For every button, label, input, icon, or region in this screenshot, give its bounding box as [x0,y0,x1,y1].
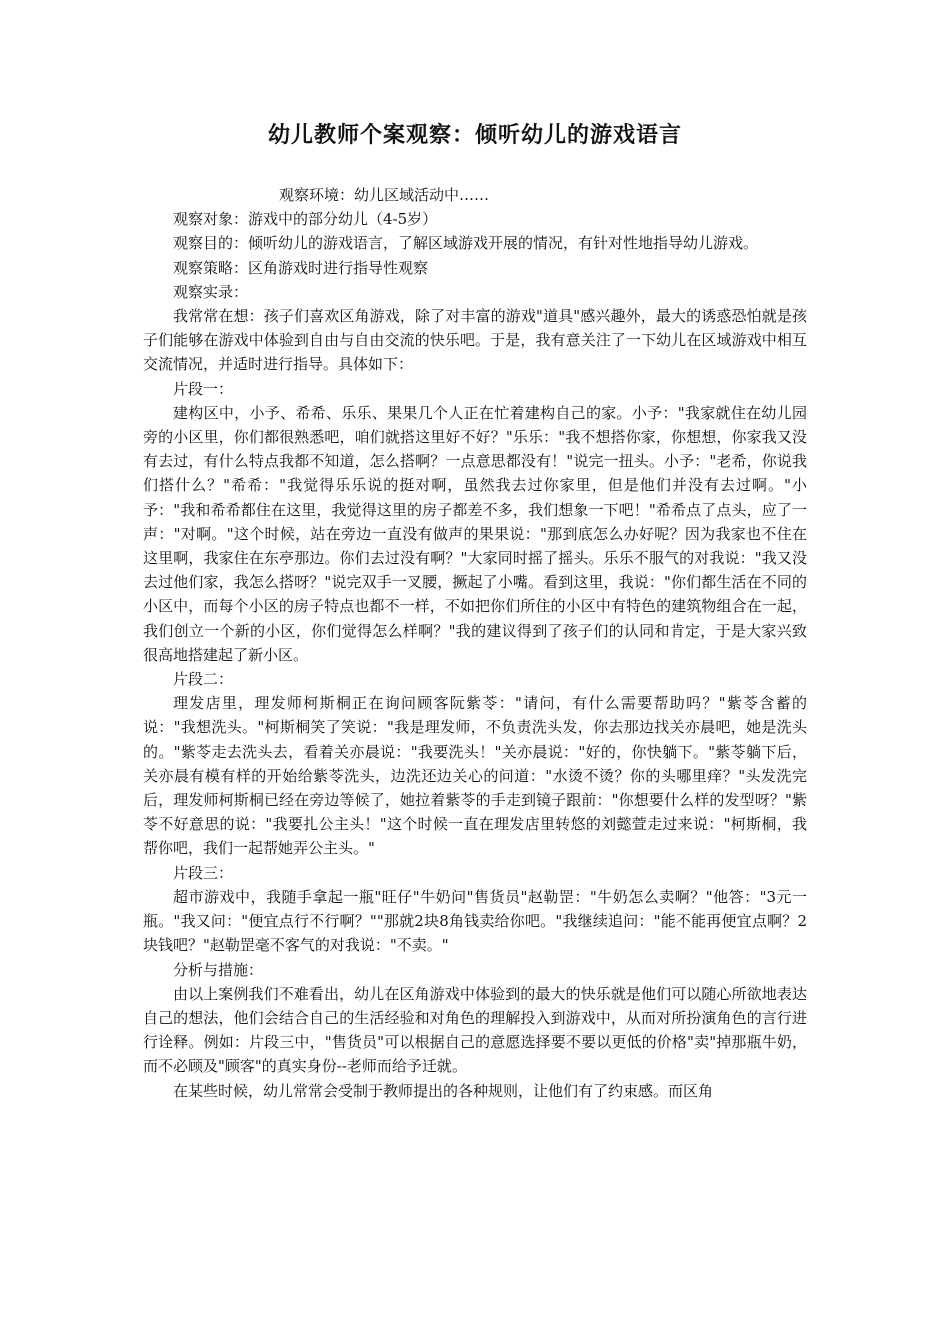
segment3-heading: 片段三： [173,863,234,882]
record-heading: 观察实录： [173,282,249,301]
analysis-heading: 分析与措施： [173,960,264,979]
segment2-paragraph: 理发店里，理发师柯斯桐正在询问顾客阮紫苓："请问，有什么需要帮助吗？"紫苓含蓄的说："我想洗头。"柯斯桐笑了笑说："我是理发师，不负责洗头发，你去那边找关亦晨吧，她是洗头的。"紫苓走去洗头去，看着关亦晨说："我要洗头！"关亦晨说："好的，你快躺下。"紫苓躺下后，关亦晨有模有样的开始给紫苓洗头，边洗还边关心的问道："水烫不烫？你的头哪里痒？"头发洗完后，理发师柯斯桐已经在旁边等候了，她拉着紫苓的手走到镜子跟前："你想要什么样的发型呀？"紫苓不好意思的说："我要扎公主头！"这个时候一直在理发店里转悠的刘懿萱走过来说："柯斯桐，我帮你吧，我们一起帮她弄公主头。" [143,694,807,858]
document-page [143,118,807,1103]
observation-purpose: 观察目的：倾听幼儿的游戏语言，了解区域游戏开展的情况，有针对性地指导幼儿游戏。 [173,234,759,253]
segment3-paragraph: 超市游戏中，我随手拿起一瓶"旺仔"牛奶问"售货员"赵勒罡："牛奶怎么卖啊？"他答："3元一瓶。"我又问："便宜点行不行啊？""那就2块8角钱卖给你吧。"我继续追问："能不能再便宜点啊？2块钱吧？"赵勒罡毫不客气的对我说："不卖。" [143,887,807,955]
document-title: 幼儿教师个案观察：倾听幼儿的游戏语言 [267,123,682,148]
segment1-paragraph: 建构区中，小予、希希、乐乐、果果几个人正在忙着建构自己的家。小予："我家就住在幼儿园旁的小区里，你们都很熟悉吧，咱们就搭这里好不好？"乐乐："我不想搭你家，你想想，你家我又没有去过，有什么特点我都不知道，怎么搭啊？一点意思都没有！"说完一扭头。小予："老希，你说我们搭什么？"希希："我觉得乐乐说的挺对啊，虽然我去过你家里，但是他们并没有去过啊。"小予："我和希希都住在这里，我觉得这里的房子都差不多，我们想象一下吧！"希希点了点头，应了一声："对啊。"这个时候，站在旁边一直没有做声的果果说："那到底怎么办好呢？因为我家也不住在这里啊，我家住在东亭那边。你们去过没有啊？"大家同时摇了摇头。乐乐不服气的对我说："我又没去过他们家，我怎么搭呀？"说完双手一叉腰，撅起了小嘴。看到这里，我说："你们都生活在不同的小区中，而每个小区的房子特点也都不一样，不如把你们所住的小区中有特色的建筑物组合在一起，我们创立一个新的小区，你们觉得怎么样啊？"我的建议得到了孩子们的认同和肯定，于是大家兴致很高地搭建起了新小区。 [143,403,807,664]
observation-strategy: 观察策略：区角游戏时进行指导性观察 [173,258,429,277]
segment2-heading: 片段二： [173,670,234,689]
analysis-paragraph-1: 由以上案例我们不难看出，幼儿在区角游戏中体验到的最大的快乐就是他们可以随心所欲地表达自己的想法，他们会结合自己的生活经验和对角色的理解投入到游戏中，从而对所扮演角色的言行进行诠释。例如：片段三中，"售货员"可以根据自己的意愿选择要不要以更低的价格"卖"掉那瓶牛奶，而不必顾及"顾客"的真实身份--老师而给予迁就。 [143,984,807,1076]
segment1-heading: 片段一： [173,379,234,398]
observation-subject: 观察对象：游戏中的部分幼儿（4-5岁） [173,210,438,229]
observation-environment: 观察环境：幼儿区域活动中…… [279,186,490,204]
analysis-paragraph-2: 在某些时候，幼儿常常会受制于教师提出的各种规则，让他们有了约束感。而区角 [173,1081,714,1100]
intro-paragraph: 我常常在想：孩子们喜欢区角游戏，除了对丰富的游戏"道具"感兴趣外，最大的诱惑恐怕就是孩子们能够在游戏中体验到自由与自由交流的快乐吧。于是，我有意关注了一下幼儿在区域游戏中相互交流情况，并适时进行指导。具体如下： [143,307,807,374]
